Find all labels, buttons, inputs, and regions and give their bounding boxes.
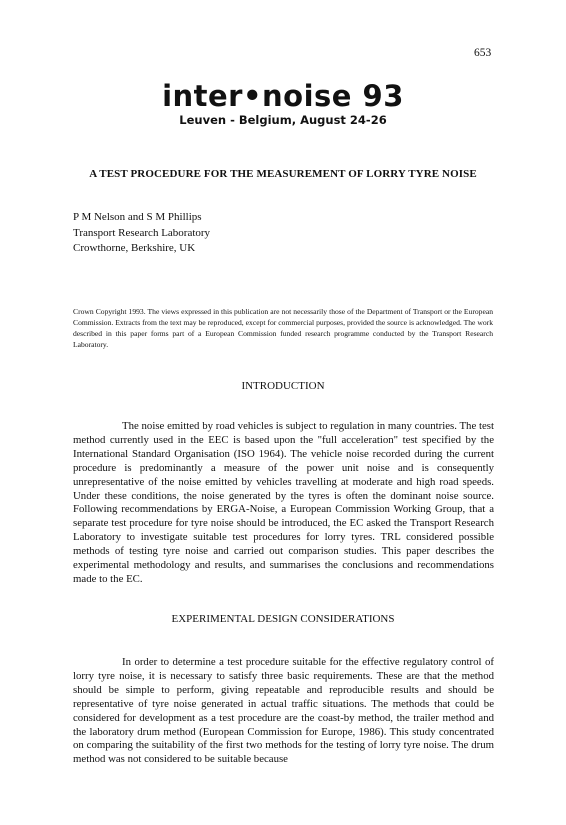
introduction-body bbox=[73, 420, 494, 587]
page-number: 653 bbox=[474, 47, 492, 59]
author-names: P M Nelson and S M Phillips bbox=[73, 211, 202, 223]
section-heading-introduction: INTRODUCTION bbox=[241, 380, 325, 392]
section-heading-experimental-design: EXPERIMENTAL DESIGN CONSIDERATIONS bbox=[171, 613, 395, 625]
paper-title: A TEST PROCEDURE FOR THE MEASUREMENT OF LORRY TYRE NOISE bbox=[89, 168, 477, 180]
author-block bbox=[73, 210, 210, 257]
experimental-design-paragraph: In order to determine a test procedure suitable for the effective regulatory control of lorry tyre noise, it is necessary to satisfy three basic requirements. These are that the method should be simple to perform, giving repeatable and reproducible results and should be representative of tyre noise generated in actual traffic situations. The methods that could be considered for development as a test procedure are the coast-by method, the trailer method and the laboratory drum method (European Commission for Europe, 1986). This study concentrated on comparing the suitability of the first two methods for the testing of lorry tyre noise. The drum method was not considered to be suitable because bbox=[73, 656, 494, 766]
copyright-notice: Crown Copyright 1993. The views expressed in this publication are not necessarily those of the Department of Transport or the European Commission. Extracts from the text may be reproduced, except for commercial purposes, provided the source is acknowledged. The work described in this paper forms part of a European Commission funded research programme conducted by the Transport Research Laboratory. bbox=[73, 307, 493, 349]
introduction-paragraph: The noise emitted by road vehicles is subject to regulation in many countries. The test method currently used in the EEC is based upon the "full acceleration" test specified by the International Standard Organisation (ISO 1964). The vehicle noise recorded during the current procedure is predominantly a measure of the power unit noise and is consequently unrepresentative of the noise emitted by vehicles travelling at moderate and high road speeds. Under these conditions, the noise generated by the tyres is often the dominant noise source. Following recommendations by ERGA-Noise, a European Commission Working Group, that a separate test procedure for tyre noise should be introduced, the EC asked the Transport Research Laboratory to investigate suitable test procedures for lorry tyres. TRL considered possible methods of testing tyre noise and carried out comparison studies. This paper describes the experimental methodology and results, and summarises the conclusions and recommendations made to the EC. bbox=[73, 420, 494, 585]
author-location: Crowthorne, Berkshire, UK bbox=[73, 242, 196, 254]
conference-location-date: Leuven - Belgium, August 24-26 bbox=[179, 113, 387, 127]
author-affiliation: Transport Research Laboratory bbox=[73, 226, 211, 239]
conference-logo: inter•noise 93 bbox=[162, 79, 404, 113]
experimental-design-body bbox=[73, 656, 494, 767]
